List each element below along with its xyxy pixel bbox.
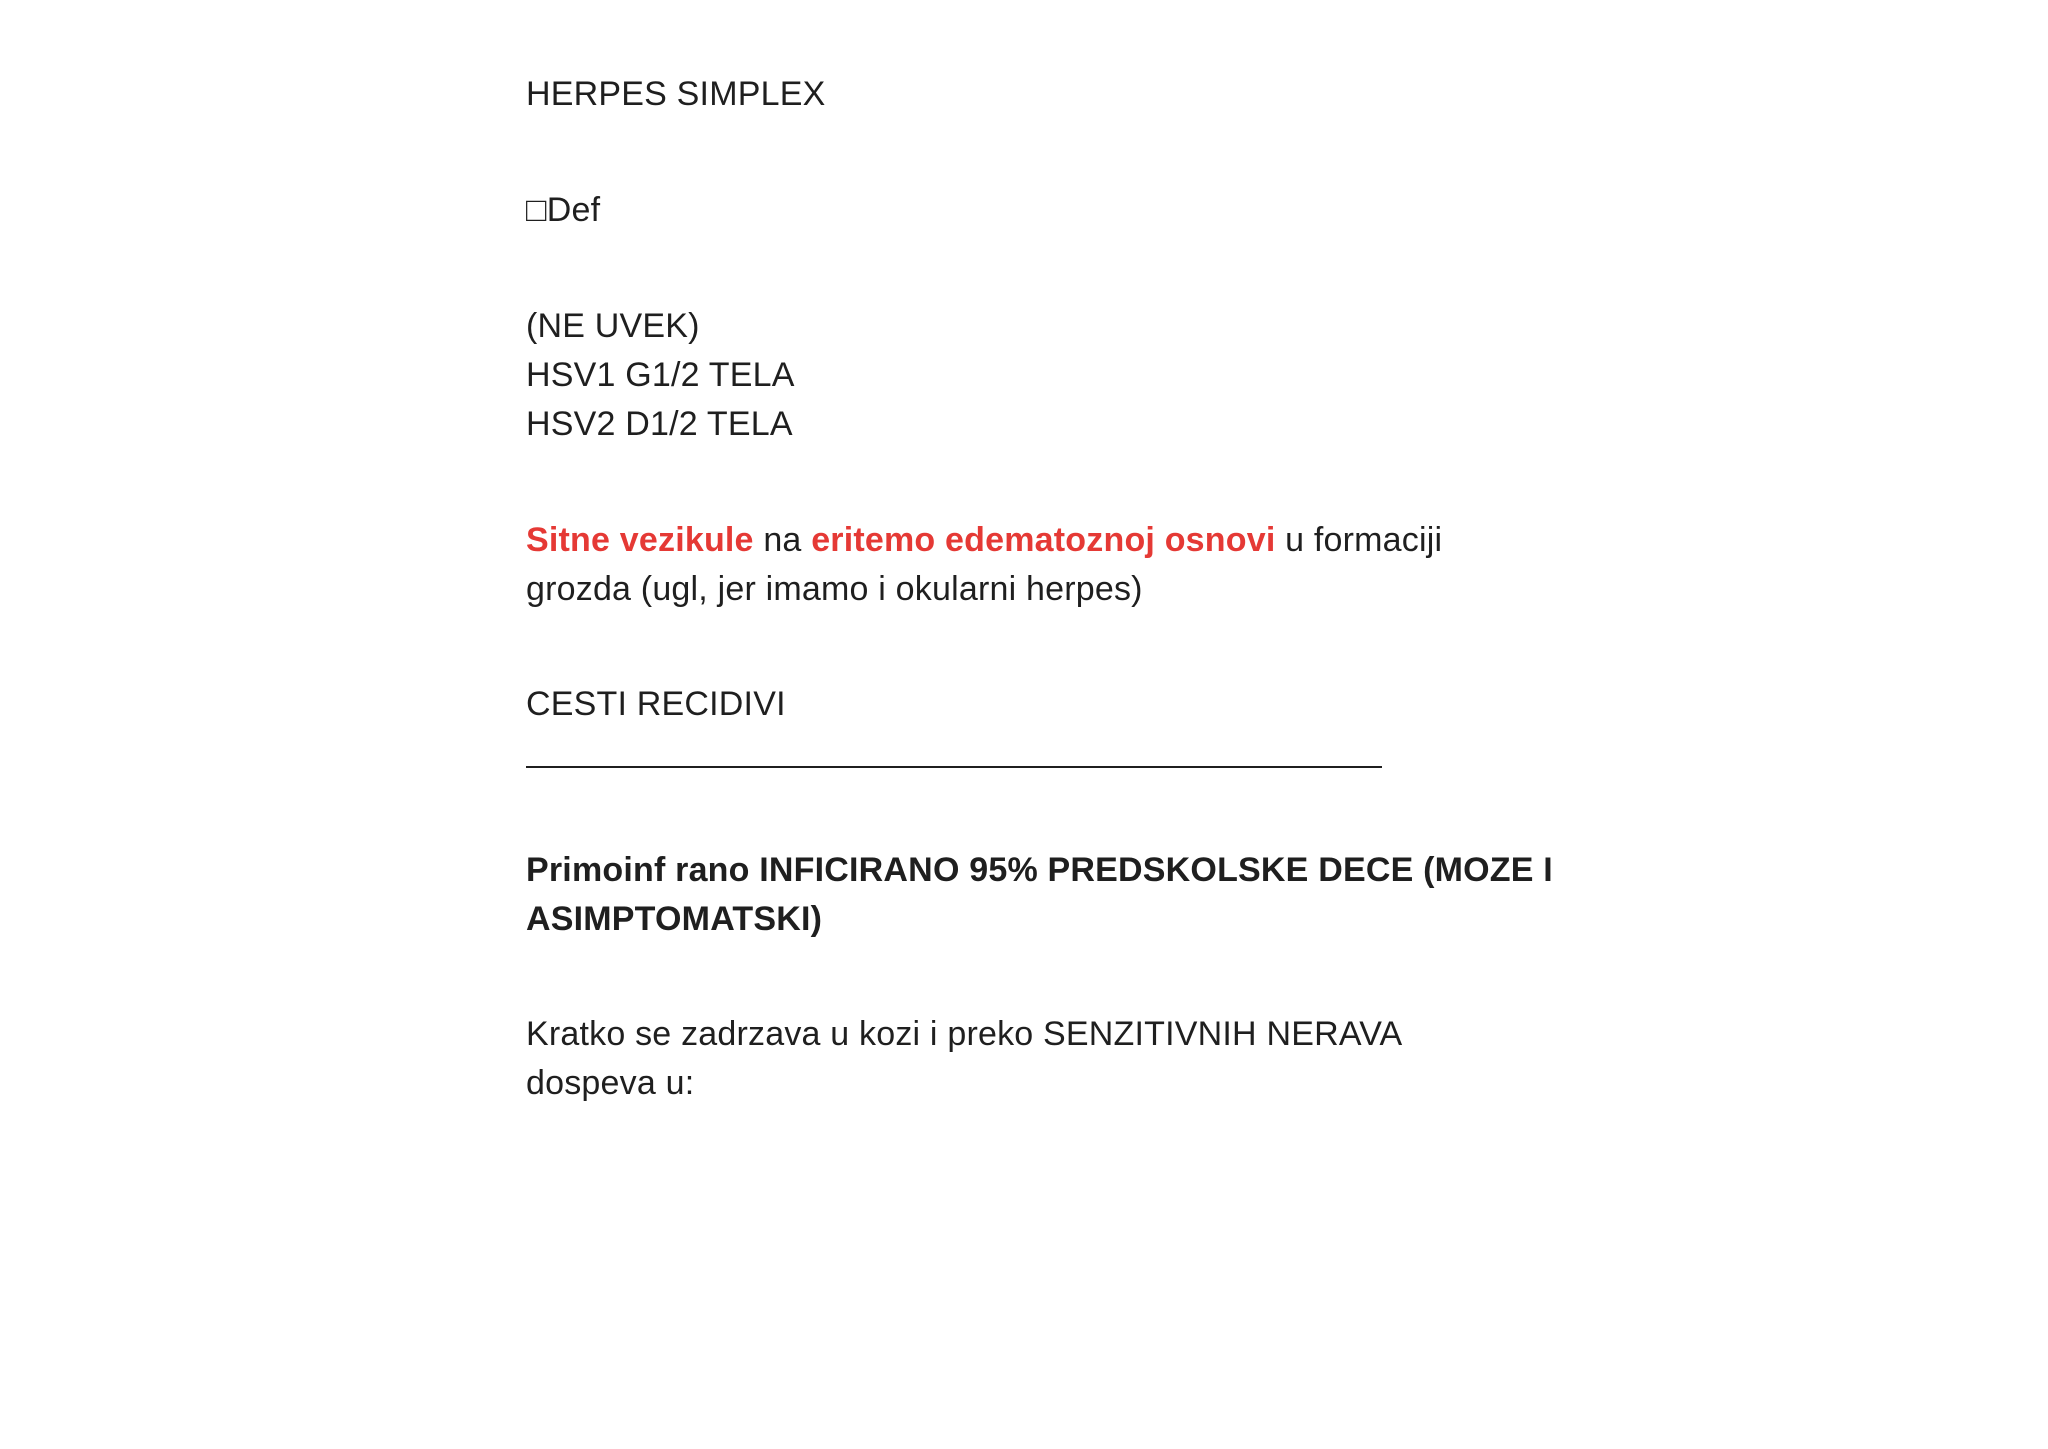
description-text-2: u formaciji bbox=[1275, 521, 1443, 559]
note-block bbox=[526, 302, 1566, 449]
description-text-1: na bbox=[753, 521, 812, 559]
spread-block bbox=[526, 1010, 1566, 1108]
horizontal-divider bbox=[526, 766, 1382, 768]
document-title: HERPES SIMPLEX bbox=[526, 75, 826, 113]
note-line-1: (NE UVEK) bbox=[526, 307, 700, 345]
note-line-3: HSV2 D1/2 TELA bbox=[526, 405, 793, 443]
spread-line-2: dospeva u: bbox=[526, 1064, 695, 1102]
primoinfection-line-1: Primoinf rano INFICIRANO 95% PREDSKOLSKE DECE (MOZE I bbox=[526, 851, 1553, 889]
description-line-1 bbox=[526, 516, 1566, 565]
highlight-eritemo-osnovi: eritemo edematoznoj osnovi bbox=[811, 521, 1276, 559]
recurrence-heading: CESTI RECIDIVI bbox=[526, 685, 786, 723]
primoinfection-block bbox=[526, 846, 1566, 944]
primoinfection-line-2: ASIMPTOMATSKI) bbox=[526, 900, 823, 938]
description-line-2: grozda (ugl, jer imamo i okularni herpes) bbox=[526, 570, 1143, 608]
spread-line-1: Kratko se zadrzava u kozi i preko SENZITIVNIH NERAVA bbox=[526, 1015, 1403, 1053]
highlight-sitne-vezikule: Sitne vezikule bbox=[526, 521, 754, 559]
note-line-2: HSV1 G1/2 TELA bbox=[526, 356, 795, 394]
description-block bbox=[526, 516, 1566, 614]
definition-line: □Def bbox=[526, 191, 601, 229]
